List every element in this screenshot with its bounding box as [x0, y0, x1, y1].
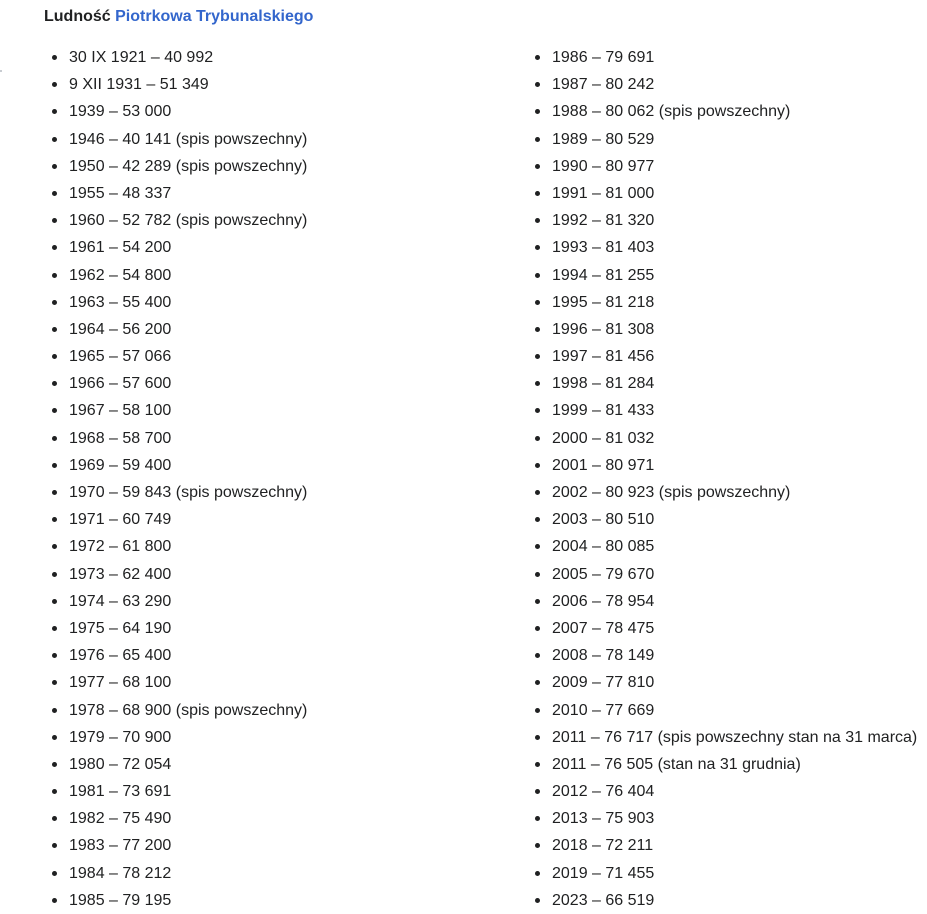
population-entry-text: 1946 – 40 141 (spis powszechny) [69, 130, 308, 148]
population-entry-text: 1964 – 56 200 [69, 320, 172, 338]
population-list-item [52, 561, 307, 588]
population-list-item [52, 425, 307, 452]
population-entry-text: 1999 – 81 433 [552, 402, 655, 420]
population-entry-text: 1997 – 81 456 [552, 348, 655, 366]
bullet-icon [535, 898, 540, 903]
bullet-icon [52, 463, 57, 468]
bullet-icon [535, 680, 540, 685]
bullet-icon [535, 55, 540, 60]
bullet-icon [535, 708, 540, 713]
bullet-icon [52, 137, 57, 142]
population-entry-text: 2012 – 76 404 [552, 783, 655, 801]
population-list-item [535, 316, 917, 343]
bullet-icon [52, 708, 57, 713]
population-entry-text: 1970 – 59 843 (spis powszechny) [69, 484, 308, 501]
population-entry-text: 2008 – 78 149 [552, 647, 655, 665]
population-list-item [52, 533, 307, 560]
population-list-item [535, 642, 917, 669]
bullet-icon [52, 245, 57, 250]
population-list-item [52, 588, 307, 615]
population-list-item [535, 561, 917, 588]
population-entry-text: 2009 – 77 810 [552, 674, 655, 692]
bullet-icon [52, 55, 57, 60]
bullet-icon [535, 762, 540, 767]
bullet-icon [52, 517, 57, 522]
population-list-item [52, 180, 307, 207]
bullet-icon [52, 218, 57, 223]
bullet-icon [52, 436, 57, 441]
population-entry-text: 1972 – 61 800 [69, 538, 172, 556]
population-list-item [535, 697, 917, 724]
population-entry-text: 2003 – 80 510 [552, 511, 655, 529]
population-list-item [52, 832, 307, 859]
population-entry-text: 1955 – 48 337 [69, 184, 172, 202]
bullet-icon [535, 735, 540, 740]
bullet-icon [52, 327, 57, 332]
bullet-icon [535, 327, 540, 332]
bullet-icon [52, 762, 57, 767]
population-list-item [535, 71, 917, 98]
population-list-item [535, 98, 917, 125]
population-list-item [52, 860, 307, 887]
population-list-item [535, 180, 917, 207]
bullet-icon [52, 680, 57, 685]
bullet-icon [535, 137, 540, 142]
population-entry-text: 30 IX 1921 – 40 992 [69, 49, 214, 66]
population-entry-text: 2001 – 80 971 [552, 456, 655, 474]
population-list-item [52, 98, 307, 125]
bullet-icon [52, 871, 57, 876]
bullet-icon [52, 381, 57, 386]
population-list-item [52, 289, 307, 316]
population-entry-text: 1987 – 80 242 [552, 76, 655, 94]
population-list-item [535, 506, 917, 533]
population-list-item [52, 153, 307, 180]
population-entry-text: 9 XII 1931 – 51 349 [69, 76, 209, 94]
bullet-icon [535, 109, 540, 114]
bullet-icon [535, 408, 540, 413]
bullet-icon [535, 816, 540, 821]
population-list-item [52, 669, 307, 696]
population-list-item [52, 262, 307, 289]
population-list-item [52, 615, 307, 642]
population-list-item [535, 751, 917, 778]
population-list-item [52, 316, 307, 343]
population-list-item [52, 126, 307, 153]
population-list-item [535, 887, 917, 914]
population-entry-text: 2004 – 80 085 [552, 538, 655, 556]
population-entry-text: 1983 – 77 200 [69, 837, 172, 855]
bullet-icon [535, 354, 540, 359]
bullet-icon [535, 463, 540, 468]
population-list-item [535, 860, 917, 887]
population-list-item [52, 642, 307, 669]
bullet-icon [52, 490, 57, 495]
population-list-item [535, 343, 917, 370]
bullet-icon [52, 898, 57, 903]
population-entry-text: 1980 – 72 054 [69, 755, 172, 773]
population-list-item [535, 479, 917, 506]
population-list-item [535, 153, 917, 180]
population-entry-text: 2007 – 78 475 [552, 619, 655, 637]
population-entry-text: 1998 – 81 284 [552, 375, 655, 393]
bullet-icon [52, 354, 57, 359]
bullet-icon [535, 626, 540, 631]
population-list-item [52, 479, 307, 506]
bullet-icon [52, 735, 57, 740]
population-entry-text: 1986 – 79 691 [552, 49, 655, 66]
population-list-item [52, 452, 307, 479]
population-entry-text: 1988 – 80 062 (spis powszechny) [552, 103, 791, 121]
population-entry-text: 1981 – 73 691 [69, 783, 172, 801]
population-entry-text: 2023 – 66 519 [552, 891, 655, 909]
bullet-icon [52, 572, 57, 577]
bullet-icon [52, 544, 57, 549]
population-list-item [535, 44, 917, 71]
population-list-item [535, 832, 917, 859]
population-list-right [535, 44, 917, 914]
population-entry-text: 1968 – 58 700 [69, 429, 172, 447]
bullet-icon [535, 436, 540, 441]
population-entry-text: 1993 – 81 403 [552, 239, 655, 257]
population-entry-text: 2019 – 71 455 [552, 864, 655, 882]
population-entry-text: 1960 – 52 782 (spis powszechny) [69, 212, 308, 230]
bullet-icon [535, 245, 540, 250]
bullet-icon [52, 843, 57, 848]
population-list-item [52, 805, 307, 832]
population-entry-text: 1939 – 53 000 [69, 103, 172, 121]
population-list-item [535, 234, 917, 261]
population-entry-text: 2010 – 77 669 [552, 701, 655, 719]
population-entry-text: 1989 – 80 529 [552, 130, 655, 148]
population-list-item [535, 724, 917, 751]
population-entry-text: 1991 – 81 000 [552, 184, 655, 202]
bullet-icon [52, 273, 57, 278]
population-list-item [52, 724, 307, 751]
population-list-item [52, 397, 307, 424]
population-list-item [535, 778, 917, 805]
bullet-icon [535, 273, 540, 278]
population-entry-text: 2018 – 72 211 [552, 837, 654, 855]
population-entry-text: 1973 – 62 400 [69, 565, 172, 583]
population-entry-text: 1995 – 81 218 [552, 293, 655, 311]
population-list-item [52, 778, 307, 805]
bullet-icon [52, 653, 57, 658]
bullet-icon [535, 490, 540, 495]
population-list-item [52, 506, 307, 533]
population-list-item [52, 343, 307, 370]
population-list-left [52, 44, 307, 914]
population-list-item [535, 289, 917, 316]
population-list-item [52, 44, 307, 71]
population-list-item [535, 425, 917, 452]
population-entry-text: 1976 – 65 400 [69, 647, 172, 665]
bullet-icon [535, 789, 540, 794]
heading-prefix: Ludność [44, 8, 111, 25]
population-entry-text: 1974 – 63 290 [69, 592, 172, 610]
population-list-item [535, 452, 917, 479]
bullet-icon [535, 191, 540, 196]
population-entry-text: 1962 – 54 800 [69, 266, 172, 284]
population-entry-text: 1961 – 54 200 [69, 239, 172, 257]
population-entry-text: 1994 – 81 255 [552, 266, 655, 284]
population-list-item [535, 615, 917, 642]
population-list-item [52, 697, 307, 724]
bullet-icon [535, 517, 540, 522]
bullet-icon [535, 218, 540, 223]
bullet-icon [535, 871, 540, 876]
population-entry-text: 2011 – 76 505 (stan na 31 grudnia) [552, 755, 801, 773]
population-list-item [535, 669, 917, 696]
bullet-icon [535, 82, 540, 87]
population-entry-text: 1985 – 79 195 [69, 891, 172, 909]
bullet-icon [52, 408, 57, 413]
population-list-item [52, 887, 307, 914]
bullet-icon [52, 626, 57, 631]
population-entry-text: 1971 – 60 749 [69, 511, 172, 529]
population-list-item [535, 207, 917, 234]
population-entry-text: 1963 – 55 400 [69, 293, 172, 311]
population-list-item [52, 370, 307, 397]
population-list-item [52, 234, 307, 261]
bullet-icon [535, 843, 540, 848]
page-edge-marker [0, 70, 2, 72]
population-list-item [52, 71, 307, 98]
bullet-icon [535, 599, 540, 604]
population-list-item [535, 588, 917, 615]
population-list-item [52, 751, 307, 778]
population-entry-text: 1977 – 68 100 [69, 674, 172, 692]
bullet-icon [52, 789, 57, 794]
bullet-icon [535, 381, 540, 386]
population-entry-text: 1984 – 78 212 [69, 864, 172, 882]
bullet-icon [535, 653, 540, 658]
bullet-icon [535, 544, 540, 549]
city-link[interactable]: Piotrkowa Trybunalskiego [115, 8, 314, 25]
population-list-item [535, 126, 917, 153]
bullet-icon [52, 599, 57, 604]
population-entry-text: 2000 – 81 032 [552, 429, 655, 447]
bullet-icon [535, 300, 540, 305]
population-entry-text: 1979 – 70 900 [69, 728, 172, 746]
population-entry-text: 2006 – 78 954 [552, 592, 655, 610]
population-entry-text: 1992 – 81 320 [552, 212, 655, 230]
population-list-item [535, 397, 917, 424]
population-entry-text: 1965 – 57 066 [69, 348, 172, 366]
population-entry-text: 2002 – 80 923 (spis powszechny) [552, 484, 791, 501]
population-list-item [535, 805, 917, 832]
bullet-icon [52, 82, 57, 87]
population-entry-text: 1978 – 68 900 (spis powszechny) [69, 701, 308, 719]
bullet-icon [52, 109, 57, 114]
section-heading [44, 7, 313, 27]
population-list-item [535, 262, 917, 289]
bullet-icon [535, 164, 540, 169]
population-entry-text: 1990 – 80 977 [552, 157, 655, 175]
population-entry-text: 1996 – 81 308 [552, 320, 655, 338]
population-entry-text: 1950 – 42 289 (spis powszechny) [69, 157, 308, 175]
population-entry-text: 2011 – 76 717 (spis powszechny stan na 31 marca) [552, 728, 918, 746]
population-list-item [535, 533, 917, 560]
bullet-icon [52, 300, 57, 305]
population-entry-text: 1975 – 64 190 [69, 619, 172, 637]
population-entry-text: 2013 – 75 903 [552, 810, 655, 828]
population-entry-text: 2005 – 79 670 [552, 565, 655, 583]
bullet-icon [535, 572, 540, 577]
population-entry-text: 1969 – 59 400 [69, 456, 172, 474]
population-list-item [535, 370, 917, 397]
bullet-icon [52, 816, 57, 821]
population-entry-text: 1966 – 57 600 [69, 375, 172, 393]
population-entry-text: 1982 – 75 490 [69, 810, 172, 828]
population-entry-text: 1967 – 58 100 [69, 402, 172, 420]
population-list-item [52, 207, 307, 234]
bullet-icon [52, 164, 57, 169]
bullet-icon [52, 191, 57, 196]
